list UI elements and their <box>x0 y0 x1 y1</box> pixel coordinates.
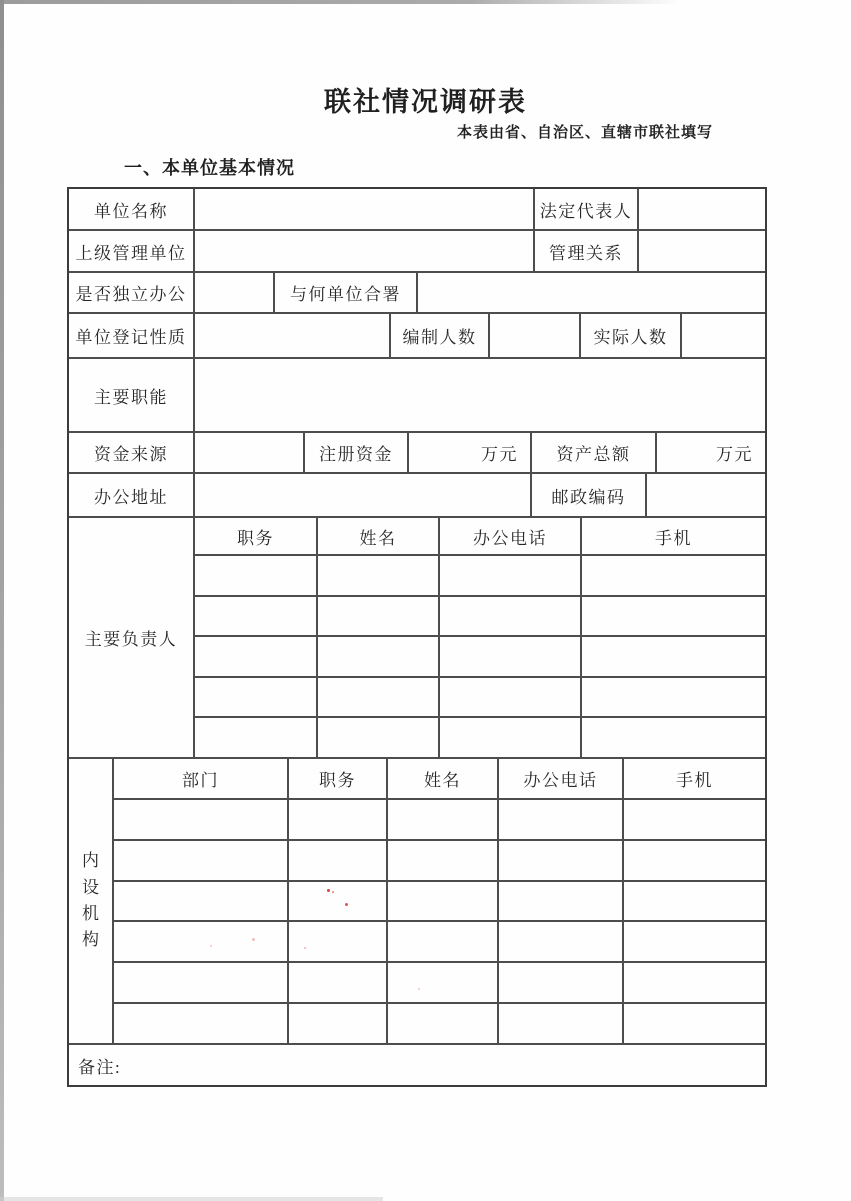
registered-capital-label: 注册资金 <box>305 433 409 472</box>
row-office-address <box>69 474 765 518</box>
main-functions-label: 主要职能 <box>69 359 195 431</box>
scan-artifact-speck <box>327 889 330 892</box>
actual-count-label: 实际人数 <box>581 314 682 357</box>
leaders-blank-row <box>195 678 765 719</box>
departments-label-char: 内 <box>82 851 99 871</box>
legal-rep-label: 法定代表人 <box>535 189 639 229</box>
office-address-value-cell <box>195 474 532 516</box>
blank-cell <box>624 1004 765 1043</box>
funding-source-label: 资金来源 <box>69 433 195 472</box>
blank-cell <box>289 800 388 839</box>
blank-cell <box>624 882 765 921</box>
blank-cell <box>114 1004 289 1043</box>
total-assets-value-cell: 万元 <box>716 445 753 464</box>
departments-blank-row <box>114 800 765 841</box>
blank-cell <box>440 597 582 636</box>
blank-cell <box>318 556 440 595</box>
blank-cell <box>195 718 318 757</box>
blank-cell <box>499 800 624 839</box>
leaders-header-name: 姓名 <box>318 518 440 554</box>
scan-artifact-speck <box>210 945 212 947</box>
scan-artifact-speck <box>418 988 420 990</box>
section-main-leaders <box>69 518 765 759</box>
blank-cell <box>289 882 388 921</box>
blank-cell <box>195 556 318 595</box>
blank-cell <box>318 718 440 757</box>
row-independent-office <box>69 273 765 314</box>
row-registration-nature <box>69 314 765 359</box>
blank-cell <box>499 841 624 880</box>
main-functions-value-cell <box>195 359 765 431</box>
departments-blank-row <box>114 882 765 923</box>
unit-name-value-cell <box>195 189 535 229</box>
row-funding <box>69 433 765 474</box>
section-heading: 一、本单位基本情况 <box>124 158 295 178</box>
scan-artifact-speck <box>304 947 306 949</box>
departments-header-office-phone: 办公电话 <box>499 759 624 798</box>
departments-header-mobile: 手机 <box>676 771 713 790</box>
leaders-blank-row <box>195 556 765 597</box>
blank-cell <box>388 841 499 880</box>
blank-cell <box>388 1004 499 1043</box>
departments-label-char: 构 <box>82 930 99 950</box>
superior-unit-label: 上级管理单位 <box>69 231 195 271</box>
unit-name-label: 单位名称 <box>69 189 195 229</box>
blank-cell <box>318 637 440 676</box>
form-title: 联社情况调研表 <box>324 87 527 117</box>
blank-cell <box>195 637 318 676</box>
blank-cell <box>624 922 765 961</box>
scan-artifact-speck <box>252 938 255 941</box>
blank-cell <box>499 922 624 961</box>
blank-cell <box>624 841 765 880</box>
management-relation-value-cell <box>639 231 765 271</box>
blank-cell <box>440 637 582 676</box>
office-address-label: 办公地址 <box>69 474 195 516</box>
blank-cell <box>114 800 289 839</box>
blank-cell <box>318 597 440 636</box>
co-located-value-cell <box>418 273 765 312</box>
independent-office-label: 是否独立办公 <box>69 273 195 312</box>
postal-code-value-cell <box>647 474 765 516</box>
leaders-header-mobile: 手机 <box>655 528 692 548</box>
row-remarks <box>69 1045 765 1085</box>
blank-cell <box>582 597 765 636</box>
leaders-blank-row <box>195 597 765 638</box>
independent-office-value-cell <box>195 273 275 312</box>
registered-capital-value-cell: 万元 <box>409 433 532 472</box>
blank-cell <box>582 678 765 717</box>
co-located-label: 与何单位合署 <box>275 273 418 312</box>
leaders-subtable <box>195 518 765 757</box>
leaders-header-position: 职务 <box>195 518 318 554</box>
departments-header-department: 部门 <box>114 759 289 798</box>
blank-cell <box>114 963 289 1002</box>
blank-cell <box>624 963 765 1002</box>
postal-code-label: 邮政编码 <box>532 474 647 516</box>
blank-cell <box>440 678 582 717</box>
departments-label-char: 机 <box>82 904 99 923</box>
leaders-row-label: 主要负责人 <box>69 518 195 757</box>
blank-cell <box>582 718 765 757</box>
blank-cell <box>114 882 289 921</box>
departments-header-name: 姓名 <box>388 759 499 798</box>
blank-cell <box>499 1004 624 1043</box>
departments-row-label <box>69 759 114 1043</box>
row-superior-unit <box>69 231 765 273</box>
departments-subtable <box>114 759 765 1043</box>
leaders-blank-row <box>195 637 765 678</box>
legal-rep-value-cell <box>639 189 765 229</box>
blank-cell <box>440 556 582 595</box>
section-internal-departments <box>69 759 765 1045</box>
staffing-count-label: 编制人数 <box>391 314 490 357</box>
scan-artifact-speck <box>345 903 348 906</box>
blank-cell <box>582 556 765 595</box>
registration-nature-value-cell <box>195 314 391 357</box>
blank-cell <box>388 963 499 1002</box>
blank-cell <box>388 882 499 921</box>
blank-cell <box>289 922 388 961</box>
blank-cell <box>114 841 289 880</box>
row-unit-name <box>69 189 765 231</box>
scan-edge-top <box>0 0 851 4</box>
blank-cell <box>195 597 318 636</box>
staffing-count-value-cell <box>490 314 581 357</box>
scan-artifact-speck <box>332 891 334 893</box>
leaders-header-row <box>195 518 765 556</box>
blank-cell <box>499 963 624 1002</box>
leaders-header-office-phone: 办公电话 <box>440 518 582 554</box>
departments-blank-row <box>114 1004 765 1043</box>
blank-cell <box>499 882 624 921</box>
scan-edge-left <box>0 0 4 1201</box>
superior-unit-value-cell <box>195 231 535 271</box>
blank-cell <box>289 841 388 880</box>
departments-header-row <box>114 759 765 800</box>
departments-blank-row <box>114 922 765 963</box>
departments-label-char: 设 <box>82 877 99 897</box>
departments-blank-row <box>114 963 765 1004</box>
actual-count-value-cell <box>682 314 765 357</box>
blank-cell <box>388 800 499 839</box>
form-table <box>67 187 767 1087</box>
row-main-functions <box>69 359 765 433</box>
management-relation-label: 管理关系 <box>535 231 639 271</box>
departments-blank-row <box>114 841 765 882</box>
blank-cell <box>582 637 765 676</box>
registration-nature-label: 单位登记性质 <box>69 314 195 357</box>
blank-cell <box>289 1004 388 1043</box>
blank-cell <box>440 718 582 757</box>
leaders-blank-row <box>195 718 765 757</box>
funding-source-value-cell <box>195 433 305 472</box>
blank-cell <box>195 678 318 717</box>
departments-header-position: 职务 <box>289 759 388 798</box>
form-subtitle: 本表由省、自治区、直辖市联社填写 <box>456 125 713 141</box>
total-assets-label: 资产总额 <box>532 433 657 472</box>
blank-cell <box>388 922 499 961</box>
remarks-label: 备注: <box>78 1057 122 1077</box>
blank-cell <box>114 922 289 961</box>
scan-edge-bottom <box>0 1197 383 1201</box>
blank-cell <box>624 800 765 839</box>
blank-cell <box>289 963 388 1002</box>
blank-cell <box>318 678 440 717</box>
